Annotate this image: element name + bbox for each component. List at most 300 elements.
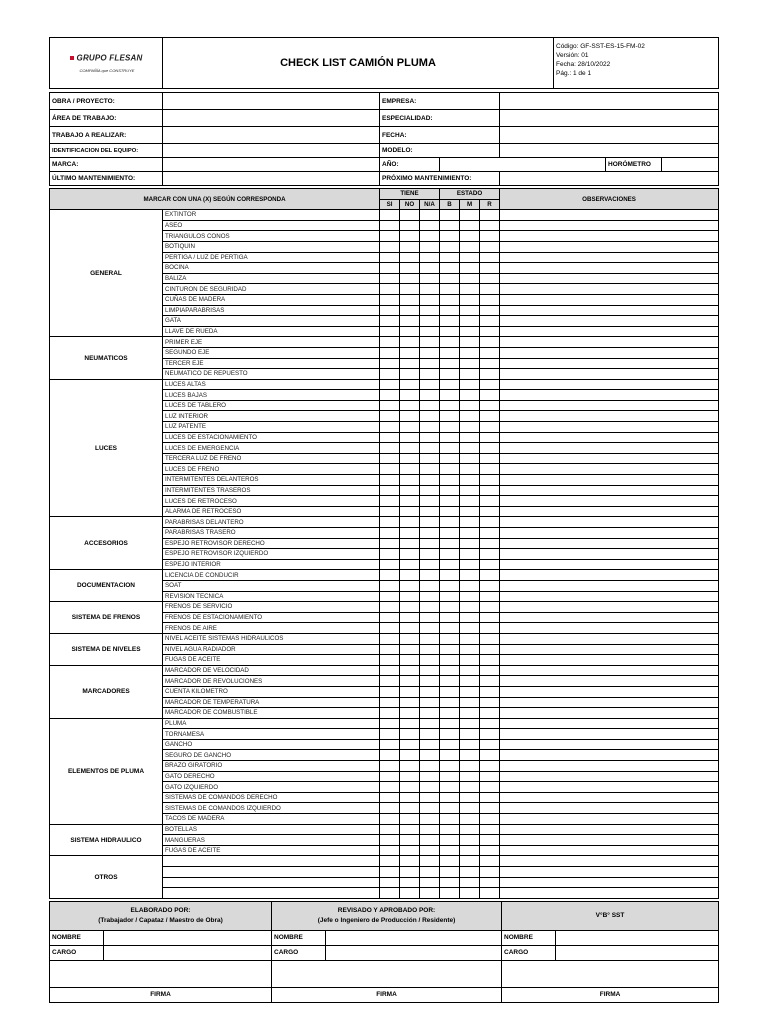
mark-cell-si[interactable] xyxy=(380,358,400,369)
mark-cell-si[interactable] xyxy=(380,623,400,634)
observation-cell[interactable] xyxy=(500,750,719,761)
mark-cell-na[interactable] xyxy=(420,708,440,719)
mark-cell-m[interactable] xyxy=(460,570,480,581)
mark-cell-b[interactable] xyxy=(440,210,460,221)
mark-cell-no[interactable] xyxy=(400,655,420,666)
mark-cell-b[interactable] xyxy=(440,485,460,496)
observation-cell[interactable] xyxy=(500,517,719,528)
mark-cell-si[interactable] xyxy=(380,570,400,581)
vb-cargo-field[interactable] xyxy=(556,945,719,960)
mark-cell-na[interactable] xyxy=(420,835,440,846)
observation-cell[interactable] xyxy=(500,453,719,464)
mark-cell-r[interactable] xyxy=(480,602,500,613)
mark-cell-no[interactable] xyxy=(400,792,420,803)
mark-cell-no[interactable] xyxy=(400,496,420,507)
mark-cell-no[interactable] xyxy=(400,347,420,358)
mark-cell-no[interactable] xyxy=(400,422,420,433)
mark-cell-m[interactable] xyxy=(460,337,480,348)
observation-cell[interactable] xyxy=(500,390,719,401)
mark-cell-b[interactable] xyxy=(440,856,460,867)
mark-cell-no[interactable] xyxy=(400,231,420,242)
mark-cell-na[interactable] xyxy=(420,867,440,878)
mark-cell-r[interactable] xyxy=(480,633,500,644)
mark-cell-si[interactable] xyxy=(380,845,400,856)
mark-cell-r[interactable] xyxy=(480,496,500,507)
observation-cell[interactable] xyxy=(500,761,719,772)
mark-cell-si[interactable] xyxy=(380,877,400,888)
mark-cell-no[interactable] xyxy=(400,591,420,602)
mark-cell-si[interactable] xyxy=(380,485,400,496)
mark-cell-m[interactable] xyxy=(460,803,480,814)
mark-cell-m[interactable] xyxy=(460,411,480,422)
mark-cell-m[interactable] xyxy=(460,549,480,560)
mark-cell-na[interactable] xyxy=(420,549,440,560)
mark-cell-m[interactable] xyxy=(460,517,480,528)
mark-cell-b[interactable] xyxy=(440,761,460,772)
observation-cell[interactable] xyxy=(500,231,719,242)
mark-cell-na[interactable] xyxy=(420,655,440,666)
observation-cell[interactable] xyxy=(500,485,719,496)
mark-cell-si[interactable] xyxy=(380,517,400,528)
mark-cell-si[interactable] xyxy=(380,591,400,602)
mark-cell-no[interactable] xyxy=(400,771,420,782)
mark-cell-b[interactable] xyxy=(440,241,460,252)
mark-cell-si[interactable] xyxy=(380,400,400,411)
observation-cell[interactable] xyxy=(500,411,719,422)
mark-cell-na[interactable] xyxy=(420,220,440,231)
mark-cell-no[interactable] xyxy=(400,559,420,570)
mark-cell-na[interactable] xyxy=(420,718,440,729)
observation-cell[interactable] xyxy=(500,210,719,221)
mark-cell-si[interactable] xyxy=(380,888,400,899)
mark-cell-b[interactable] xyxy=(440,464,460,475)
mark-cell-no[interactable] xyxy=(400,665,420,676)
mark-cell-na[interactable] xyxy=(420,856,440,867)
mark-cell-na[interactable] xyxy=(420,337,440,348)
mark-cell-si[interactable] xyxy=(380,729,400,740)
mark-cell-m[interactable] xyxy=(460,867,480,878)
field-identificacion[interactable] xyxy=(163,144,380,158)
mark-cell-na[interactable] xyxy=(420,591,440,602)
mark-cell-m[interactable] xyxy=(460,231,480,242)
observation-cell[interactable] xyxy=(500,856,719,867)
mark-cell-m[interactable] xyxy=(460,686,480,697)
mark-cell-m[interactable] xyxy=(460,210,480,221)
mark-cell-na[interactable] xyxy=(420,559,440,570)
mark-cell-na[interactable] xyxy=(420,496,440,507)
observation-cell[interactable] xyxy=(500,729,719,740)
mark-cell-na[interactable] xyxy=(420,877,440,888)
mark-cell-m[interactable] xyxy=(460,443,480,454)
mark-cell-si[interactable] xyxy=(380,496,400,507)
mark-cell-no[interactable] xyxy=(400,263,420,274)
mark-cell-no[interactable] xyxy=(400,729,420,740)
mark-cell-si[interactable] xyxy=(380,549,400,560)
mark-cell-na[interactable] xyxy=(420,231,440,242)
mark-cell-b[interactable] xyxy=(440,845,460,856)
observation-cell[interactable] xyxy=(500,591,719,602)
mark-cell-b[interactable] xyxy=(440,771,460,782)
mark-cell-m[interactable] xyxy=(460,856,480,867)
mark-cell-m[interactable] xyxy=(460,528,480,539)
mark-cell-no[interactable] xyxy=(400,708,420,719)
observation-cell[interactable] xyxy=(500,877,719,888)
mark-cell-b[interactable] xyxy=(440,570,460,581)
mark-cell-no[interactable] xyxy=(400,697,420,708)
elaborado-nombre-field[interactable] xyxy=(104,930,272,945)
mark-cell-r[interactable] xyxy=(480,739,500,750)
observation-cell[interactable] xyxy=(500,803,719,814)
mark-cell-r[interactable] xyxy=(480,358,500,369)
mark-cell-r[interactable] xyxy=(480,210,500,221)
mark-cell-na[interactable] xyxy=(420,782,440,793)
mark-cell-no[interactable] xyxy=(400,379,420,390)
mark-cell-m[interactable] xyxy=(460,273,480,284)
mark-cell-b[interactable] xyxy=(440,655,460,666)
mark-cell-r[interactable] xyxy=(480,284,500,295)
mark-cell-r[interactable] xyxy=(480,517,500,528)
mark-cell-na[interactable] xyxy=(420,506,440,517)
mark-cell-na[interactable] xyxy=(420,517,440,528)
mark-cell-m[interactable] xyxy=(460,697,480,708)
mark-cell-na[interactable] xyxy=(420,443,440,454)
observation-cell[interactable] xyxy=(500,400,719,411)
mark-cell-m[interactable] xyxy=(460,782,480,793)
mark-cell-m[interactable] xyxy=(460,347,480,358)
mark-cell-b[interactable] xyxy=(440,358,460,369)
mark-cell-b[interactable] xyxy=(440,294,460,305)
mark-cell-no[interactable] xyxy=(400,316,420,327)
mark-cell-na[interactable] xyxy=(420,697,440,708)
mark-cell-no[interactable] xyxy=(400,273,420,284)
mark-cell-na[interactable] xyxy=(420,390,440,401)
mark-cell-no[interactable] xyxy=(400,220,420,231)
mark-cell-no[interactable] xyxy=(400,676,420,687)
mark-cell-r[interactable] xyxy=(480,379,500,390)
mark-cell-si[interactable] xyxy=(380,676,400,687)
mark-cell-si[interactable] xyxy=(380,697,400,708)
observation-cell[interactable] xyxy=(500,220,719,231)
mark-cell-na[interactable] xyxy=(420,814,440,825)
mark-cell-m[interactable] xyxy=(460,453,480,464)
mark-cell-b[interactable] xyxy=(440,803,460,814)
observation-cell[interactable] xyxy=(500,602,719,613)
mark-cell-b[interactable] xyxy=(440,835,460,846)
mark-cell-na[interactable] xyxy=(420,485,440,496)
mark-cell-no[interactable] xyxy=(400,782,420,793)
mark-cell-no[interactable] xyxy=(400,305,420,316)
mark-cell-b[interactable] xyxy=(440,559,460,570)
mark-cell-si[interactable] xyxy=(380,803,400,814)
observation-cell[interactable] xyxy=(500,771,719,782)
mark-cell-si[interactable] xyxy=(380,814,400,825)
mark-cell-si[interactable] xyxy=(380,633,400,644)
observation-cell[interactable] xyxy=(500,697,719,708)
observation-cell[interactable] xyxy=(500,241,719,252)
mark-cell-m[interactable] xyxy=(460,665,480,676)
observation-cell[interactable] xyxy=(500,496,719,507)
mark-cell-r[interactable] xyxy=(480,761,500,772)
mark-cell-b[interactable] xyxy=(440,824,460,835)
mark-cell-no[interactable] xyxy=(400,549,420,560)
mark-cell-si[interactable] xyxy=(380,835,400,846)
mark-cell-na[interactable] xyxy=(420,453,440,464)
mark-cell-m[interactable] xyxy=(460,305,480,316)
observation-cell[interactable] xyxy=(500,612,719,623)
observation-cell[interactable] xyxy=(500,464,719,475)
mark-cell-no[interactable] xyxy=(400,623,420,634)
mark-cell-r[interactable] xyxy=(480,570,500,581)
mark-cell-na[interactable] xyxy=(420,263,440,274)
mark-cell-r[interactable] xyxy=(480,676,500,687)
mark-cell-r[interactable] xyxy=(480,369,500,380)
mark-cell-b[interactable] xyxy=(440,750,460,761)
mark-cell-m[interactable] xyxy=(460,739,480,750)
field-area[interactable] xyxy=(163,110,380,127)
mark-cell-r[interactable] xyxy=(480,824,500,835)
observation-cell[interactable] xyxy=(500,538,719,549)
mark-cell-na[interactable] xyxy=(420,411,440,422)
mark-cell-r[interactable] xyxy=(480,623,500,634)
field-horometro[interactable] xyxy=(662,158,719,172)
mark-cell-no[interactable] xyxy=(400,739,420,750)
mark-cell-no[interactable] xyxy=(400,580,420,591)
mark-cell-r[interactable] xyxy=(480,888,500,899)
mark-cell-na[interactable] xyxy=(420,644,440,655)
observation-cell[interactable] xyxy=(500,835,719,846)
mark-cell-r[interactable] xyxy=(480,390,500,401)
mark-cell-b[interactable] xyxy=(440,326,460,337)
field-especialidad[interactable] xyxy=(500,110,719,127)
mark-cell-b[interactable] xyxy=(440,453,460,464)
mark-cell-na[interactable] xyxy=(420,316,440,327)
mark-cell-b[interactable] xyxy=(440,814,460,825)
mark-cell-b[interactable] xyxy=(440,305,460,316)
mark-cell-r[interactable] xyxy=(480,263,500,274)
mark-cell-si[interactable] xyxy=(380,326,400,337)
mark-cell-r[interactable] xyxy=(480,591,500,602)
mark-cell-b[interactable] xyxy=(440,273,460,284)
mark-cell-na[interactable] xyxy=(420,273,440,284)
mark-cell-m[interactable] xyxy=(460,464,480,475)
field-marca[interactable] xyxy=(163,158,380,172)
mark-cell-si[interactable] xyxy=(380,241,400,252)
mark-cell-si[interactable] xyxy=(380,210,400,221)
mark-cell-na[interactable] xyxy=(420,538,440,549)
mark-cell-b[interactable] xyxy=(440,644,460,655)
mark-cell-r[interactable] xyxy=(480,782,500,793)
mark-cell-r[interactable] xyxy=(480,867,500,878)
observation-cell[interactable] xyxy=(500,888,719,899)
observation-cell[interactable] xyxy=(500,623,719,634)
mark-cell-si[interactable] xyxy=(380,305,400,316)
mark-cell-na[interactable] xyxy=(420,422,440,433)
mark-cell-b[interactable] xyxy=(440,390,460,401)
observation-cell[interactable] xyxy=(500,580,719,591)
mark-cell-no[interactable] xyxy=(400,369,420,380)
mark-cell-si[interactable] xyxy=(380,559,400,570)
mark-cell-b[interactable] xyxy=(440,612,460,623)
mark-cell-si[interactable] xyxy=(380,761,400,772)
mark-cell-si[interactable] xyxy=(380,347,400,358)
mark-cell-b[interactable] xyxy=(440,517,460,528)
mark-cell-m[interactable] xyxy=(460,506,480,517)
mark-cell-na[interactable] xyxy=(420,326,440,337)
mark-cell-si[interactable] xyxy=(380,867,400,878)
mark-cell-b[interactable] xyxy=(440,623,460,634)
mark-cell-si[interactable] xyxy=(380,316,400,327)
observation-cell[interactable] xyxy=(500,782,719,793)
mark-cell-b[interactable] xyxy=(440,496,460,507)
observation-cell[interactable] xyxy=(500,284,719,295)
mark-cell-no[interactable] xyxy=(400,612,420,623)
mark-cell-na[interactable] xyxy=(420,676,440,687)
mark-cell-no[interactable] xyxy=(400,506,420,517)
mark-cell-si[interactable] xyxy=(380,718,400,729)
mark-cell-m[interactable] xyxy=(460,432,480,443)
mark-cell-b[interactable] xyxy=(440,475,460,486)
mark-cell-si[interactable] xyxy=(380,390,400,401)
mark-cell-si[interactable] xyxy=(380,252,400,263)
mark-cell-m[interactable] xyxy=(460,580,480,591)
mark-cell-b[interactable] xyxy=(440,400,460,411)
revisado-cargo-field[interactable] xyxy=(326,945,502,960)
observation-cell[interactable] xyxy=(500,506,719,517)
mark-cell-no[interactable] xyxy=(400,750,420,761)
revisado-nombre-field[interactable] xyxy=(326,930,502,945)
observation-cell[interactable] xyxy=(500,358,719,369)
mark-cell-b[interactable] xyxy=(440,347,460,358)
mark-cell-b[interactable] xyxy=(440,602,460,613)
mark-cell-r[interactable] xyxy=(480,771,500,782)
mark-cell-si[interactable] xyxy=(380,284,400,295)
mark-cell-na[interactable] xyxy=(420,824,440,835)
field-proximo[interactable] xyxy=(500,172,719,186)
mark-cell-r[interactable] xyxy=(480,400,500,411)
observation-cell[interactable] xyxy=(500,475,719,486)
mark-cell-m[interactable] xyxy=(460,559,480,570)
mark-cell-na[interactable] xyxy=(420,665,440,676)
mark-cell-na[interactable] xyxy=(420,294,440,305)
mark-cell-no[interactable] xyxy=(400,644,420,655)
mark-cell-r[interactable] xyxy=(480,220,500,231)
mark-cell-no[interactable] xyxy=(400,686,420,697)
observation-cell[interactable] xyxy=(500,369,719,380)
mark-cell-m[interactable] xyxy=(460,316,480,327)
mark-cell-si[interactable] xyxy=(380,432,400,443)
mark-cell-b[interactable] xyxy=(440,676,460,687)
mark-cell-si[interactable] xyxy=(380,443,400,454)
mark-cell-m[interactable] xyxy=(460,369,480,380)
mark-cell-si[interactable] xyxy=(380,422,400,433)
observation-cell[interactable] xyxy=(500,326,719,337)
mark-cell-r[interactable] xyxy=(480,877,500,888)
observation-cell[interactable] xyxy=(500,347,719,358)
mark-cell-r[interactable] xyxy=(480,686,500,697)
observation-cell[interactable] xyxy=(500,792,719,803)
mark-cell-si[interactable] xyxy=(380,220,400,231)
mark-cell-b[interactable] xyxy=(440,432,460,443)
mark-cell-si[interactable] xyxy=(380,294,400,305)
mark-cell-no[interactable] xyxy=(400,528,420,539)
mark-cell-na[interactable] xyxy=(420,369,440,380)
mark-cell-b[interactable] xyxy=(440,369,460,380)
mark-cell-r[interactable] xyxy=(480,432,500,443)
mark-cell-b[interactable] xyxy=(440,739,460,750)
mark-cell-b[interactable] xyxy=(440,782,460,793)
mark-cell-na[interactable] xyxy=(420,347,440,358)
mark-cell-b[interactable] xyxy=(440,422,460,433)
mark-cell-si[interactable] xyxy=(380,686,400,697)
mark-cell-m[interactable] xyxy=(460,729,480,740)
observation-cell[interactable] xyxy=(500,263,719,274)
mark-cell-b[interactable] xyxy=(440,867,460,878)
mark-cell-r[interactable] xyxy=(480,655,500,666)
mark-cell-m[interactable] xyxy=(460,475,480,486)
mark-cell-na[interactable] xyxy=(420,602,440,613)
mark-cell-no[interactable] xyxy=(400,877,420,888)
field-modelo[interactable] xyxy=(500,144,719,158)
mark-cell-m[interactable] xyxy=(460,655,480,666)
observation-cell[interactable] xyxy=(500,559,719,570)
mark-cell-no[interactable] xyxy=(400,210,420,221)
mark-cell-b[interactable] xyxy=(440,220,460,231)
mark-cell-no[interactable] xyxy=(400,602,420,613)
mark-cell-m[interactable] xyxy=(460,771,480,782)
mark-cell-si[interactable] xyxy=(380,379,400,390)
field-trabajo[interactable] xyxy=(163,127,380,144)
observation-cell[interactable] xyxy=(500,665,719,676)
observation-cell[interactable] xyxy=(500,845,719,856)
mark-cell-m[interactable] xyxy=(460,612,480,623)
mark-cell-r[interactable] xyxy=(480,845,500,856)
mark-cell-m[interactable] xyxy=(460,845,480,856)
mark-cell-na[interactable] xyxy=(420,241,440,252)
mark-cell-no[interactable] xyxy=(400,326,420,337)
mark-cell-r[interactable] xyxy=(480,485,500,496)
mark-cell-r[interactable] xyxy=(480,580,500,591)
mark-cell-r[interactable] xyxy=(480,559,500,570)
mark-cell-r[interactable] xyxy=(480,528,500,539)
mark-cell-m[interactable] xyxy=(460,241,480,252)
mark-cell-r[interactable] xyxy=(480,856,500,867)
mark-cell-no[interactable] xyxy=(400,824,420,835)
mark-cell-b[interactable] xyxy=(440,665,460,676)
mark-cell-b[interactable] xyxy=(440,792,460,803)
mark-cell-na[interactable] xyxy=(420,284,440,295)
mark-cell-m[interactable] xyxy=(460,538,480,549)
mark-cell-no[interactable] xyxy=(400,400,420,411)
mark-cell-si[interactable] xyxy=(380,411,400,422)
mark-cell-si[interactable] xyxy=(380,771,400,782)
observation-cell[interactable] xyxy=(500,686,719,697)
mark-cell-m[interactable] xyxy=(460,633,480,644)
mark-cell-no[interactable] xyxy=(400,570,420,581)
observation-cell[interactable] xyxy=(500,316,719,327)
mark-cell-m[interactable] xyxy=(460,284,480,295)
mark-cell-na[interactable] xyxy=(420,845,440,856)
mark-cell-r[interactable] xyxy=(480,612,500,623)
mark-cell-r[interactable] xyxy=(480,443,500,454)
mark-cell-m[interactable] xyxy=(460,877,480,888)
mark-cell-b[interactable] xyxy=(440,252,460,263)
mark-cell-na[interactable] xyxy=(420,464,440,475)
mark-cell-si[interactable] xyxy=(380,528,400,539)
mark-cell-no[interactable] xyxy=(400,867,420,878)
mark-cell-r[interactable] xyxy=(480,814,500,825)
mark-cell-b[interactable] xyxy=(440,877,460,888)
mark-cell-no[interactable] xyxy=(400,856,420,867)
